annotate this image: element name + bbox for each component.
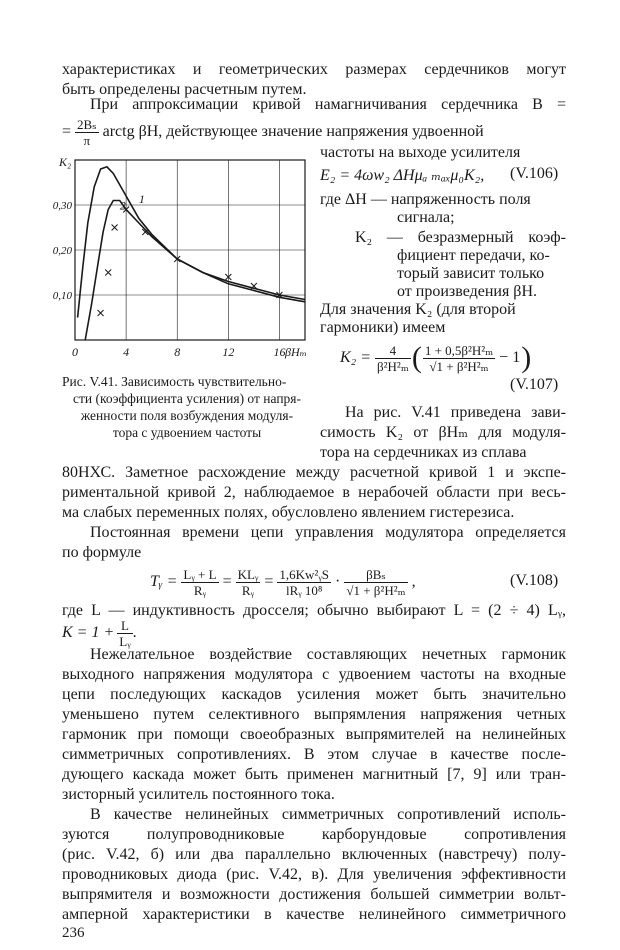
frac-den: Rᵧ — [241, 582, 255, 598]
fraction — [375, 343, 411, 374]
text-line: При аппроксимации кривой намагничивания сердечника B = — [90, 96, 566, 113]
frac-num: L — [117, 618, 132, 634]
eq-lhs: K = 1 + — [62, 624, 115, 641]
fraction — [344, 567, 407, 598]
page-number: 236 — [62, 925, 85, 941]
frac-num: 1 + 0,5β²H²ₘ — [424, 342, 494, 358]
text-line: где L — индуктивность дросселя; обычно выбирают L = (2 ÷ 4) Lᵧ, — [62, 602, 566, 619]
fraction — [423, 343, 495, 374]
figure-v41 — [52, 150, 315, 370]
text-line: характеристиках и геометрических размерах сердечников могут — [62, 61, 566, 78]
x-tick-label: 0 — [72, 345, 78, 359]
eq-dot: . — [132, 624, 137, 641]
x-tick-label: 16 — [273, 345, 286, 359]
equation-v106: E₂ = 4ωw₂ ΔHμₐ ₘₐₓμ₀K₂, — [320, 167, 485, 184]
text-line: дующего каскада может быть применен магнитный [7, 9] или тран- — [62, 766, 566, 783]
text-line: Нежелательное воздействие составляющих нечетных гармоник — [90, 646, 566, 663]
fraction — [117, 618, 132, 649]
frac-num: 2Bₛ — [77, 117, 97, 132]
eq-sign: = — [62, 123, 72, 141]
frac-num: Lᵧ + L — [183, 566, 217, 582]
eq-sign: = — [222, 573, 232, 590]
frac-den: √1 + β²H²ₘ — [346, 582, 406, 598]
x-tick-label: 8 — [174, 345, 181, 359]
approx-rest: arctg βH, действующее значение напряжения удвоенной — [102, 123, 484, 141]
y-axis-label: K₂ — [59, 155, 72, 169]
text-line: гармоник при помощи своеобразных выпрямителей на нелинейных — [62, 726, 566, 743]
data-marker — [98, 310, 104, 316]
x-tick-label: 12 — [222, 345, 235, 359]
equation-number: (V.106) — [510, 165, 559, 182]
text-line: сигнала; — [397, 209, 455, 226]
text-line: 80НХС. Заметное расхождение между расчетной кривой 1 и экспе- — [62, 464, 566, 481]
text-line: зисторный усилитель постоянного тока. — [62, 786, 335, 803]
text-line: уменьшено путем селективного выпрямления напряжения четных — [62, 706, 566, 723]
text-line: тора на сердечниках из сплава — [320, 444, 527, 461]
frac-num: βBₛ — [344, 567, 407, 583]
x-tick-label: 4 — [123, 345, 130, 359]
text-line: выходного напряжения модулятора с удвоением частоты на входные — [62, 666, 566, 683]
text-line: гармоники) имеем — [320, 319, 446, 336]
caption-line: женности поля возбуждения модуля- — [80, 408, 294, 423]
frac-den: lRᵧ 10⁸ — [285, 582, 323, 598]
text-line: частоты на выходе усилителя — [320, 144, 521, 161]
frac-den: √1 + β²H²ₘ — [429, 358, 489, 374]
text-line: амперной характеристики в качестве нелинейного симметричного — [62, 906, 566, 923]
caption-line: тора с удвоением частоты — [112, 425, 262, 440]
text-line: проводниковых диода (рис. V.42, в). Для увеличения эффективности — [62, 866, 566, 883]
eq-sign: = — [264, 573, 274, 590]
curve-label: 2 — [119, 198, 126, 213]
eq-dot: · — [335, 573, 341, 590]
y-tick-label: 0,20 — [52, 245, 72, 257]
y-tick-label: 0,30 — [52, 200, 72, 212]
caption-line: Рис. V.41. Зависимость чувствительно- — [62, 374, 287, 389]
eq-lhs: K₂ = — [340, 349, 372, 366]
text-line: В качестве нелинейных симметричных сопротивлений исполь- — [90, 806, 566, 823]
text-line: быть определены расчетным путем. — [62, 81, 307, 98]
text-line: (рис. V.42, б) или два параллельно включенных (навстречу) полу- — [62, 846, 566, 863]
text-line: от произведения βH. — [397, 283, 537, 300]
fraction — [181, 567, 218, 598]
text-line: где ΔH — напряженность поля — [320, 191, 531, 208]
text-line: цепи последующих каскадов усиления может быть значительно — [62, 686, 566, 703]
eq-tail: − 1 — [499, 349, 521, 366]
fraction — [236, 567, 261, 598]
text-line: симость K₂ от βHₘ для модуля- — [320, 424, 566, 441]
paren-close: ) — [521, 341, 532, 374]
frac-num: 4 — [375, 343, 411, 359]
frac-num: 1,6Kw²ᵧS — [279, 566, 330, 582]
equation-v108 — [150, 562, 416, 602]
equation-number: (V.108) — [510, 572, 559, 589]
text-line: Постоянная времени цепи управления модулятора определяется — [90, 524, 566, 541]
eq-lhs: Tᵧ = — [150, 573, 178, 590]
text-line: Для значения K₂ (для второй — [320, 301, 516, 318]
fraction — [75, 117, 99, 148]
text-line: На рис. V.41 приведена зави- — [345, 404, 566, 421]
text-line: симметричных сопротивлениях. В этом случае в качестве после- — [62, 746, 566, 763]
eq-comma: , — [411, 573, 416, 590]
caption-line: сти (коэффициента усиления) от напря- — [72, 391, 302, 406]
paren-open: ( — [411, 341, 422, 374]
data-marker — [105, 270, 111, 276]
chart-svg — [52, 150, 315, 370]
fraction — [277, 567, 331, 598]
text-line: по формуле — [62, 544, 142, 561]
x-axis-label: βHₘ — [285, 345, 308, 359]
frac-den: Rᵧ — [193, 582, 207, 598]
series-line-2 — [85, 198, 305, 341]
text-line: ма слабых переменных полях, обусловлено явлением гистерезиса. — [62, 504, 515, 521]
text-line: риментальной кривой 2, наблюдаемое в нерабочей области при весь- — [62, 484, 566, 501]
frac-num: KLᵧ — [237, 566, 259, 582]
data-marker — [112, 225, 118, 231]
text-line: зуются полупроводниковые карборундовые сопротивления — [62, 826, 566, 843]
equation-number: (V.107) — [510, 376, 559, 393]
y-tick-label: 0,10 — [52, 290, 72, 302]
frac-den: β²H²ₘ — [377, 358, 409, 374]
k-definition — [62, 618, 137, 648]
curve-label: 1 — [138, 191, 145, 206]
text-line: торый зависит только — [397, 265, 545, 282]
equation-v107 — [340, 338, 531, 378]
frac-den: Lᵧ — [119, 633, 131, 649]
text-line: K₂ — безразмерный коэф- — [355, 229, 566, 246]
text-line: выпрямителя и возможности достижения большей симметрии вольт- — [62, 886, 566, 903]
frac-den: π — [83, 133, 91, 148]
text-line: фициент передачи, ко- — [397, 247, 550, 264]
figure-caption — [62, 373, 312, 441]
